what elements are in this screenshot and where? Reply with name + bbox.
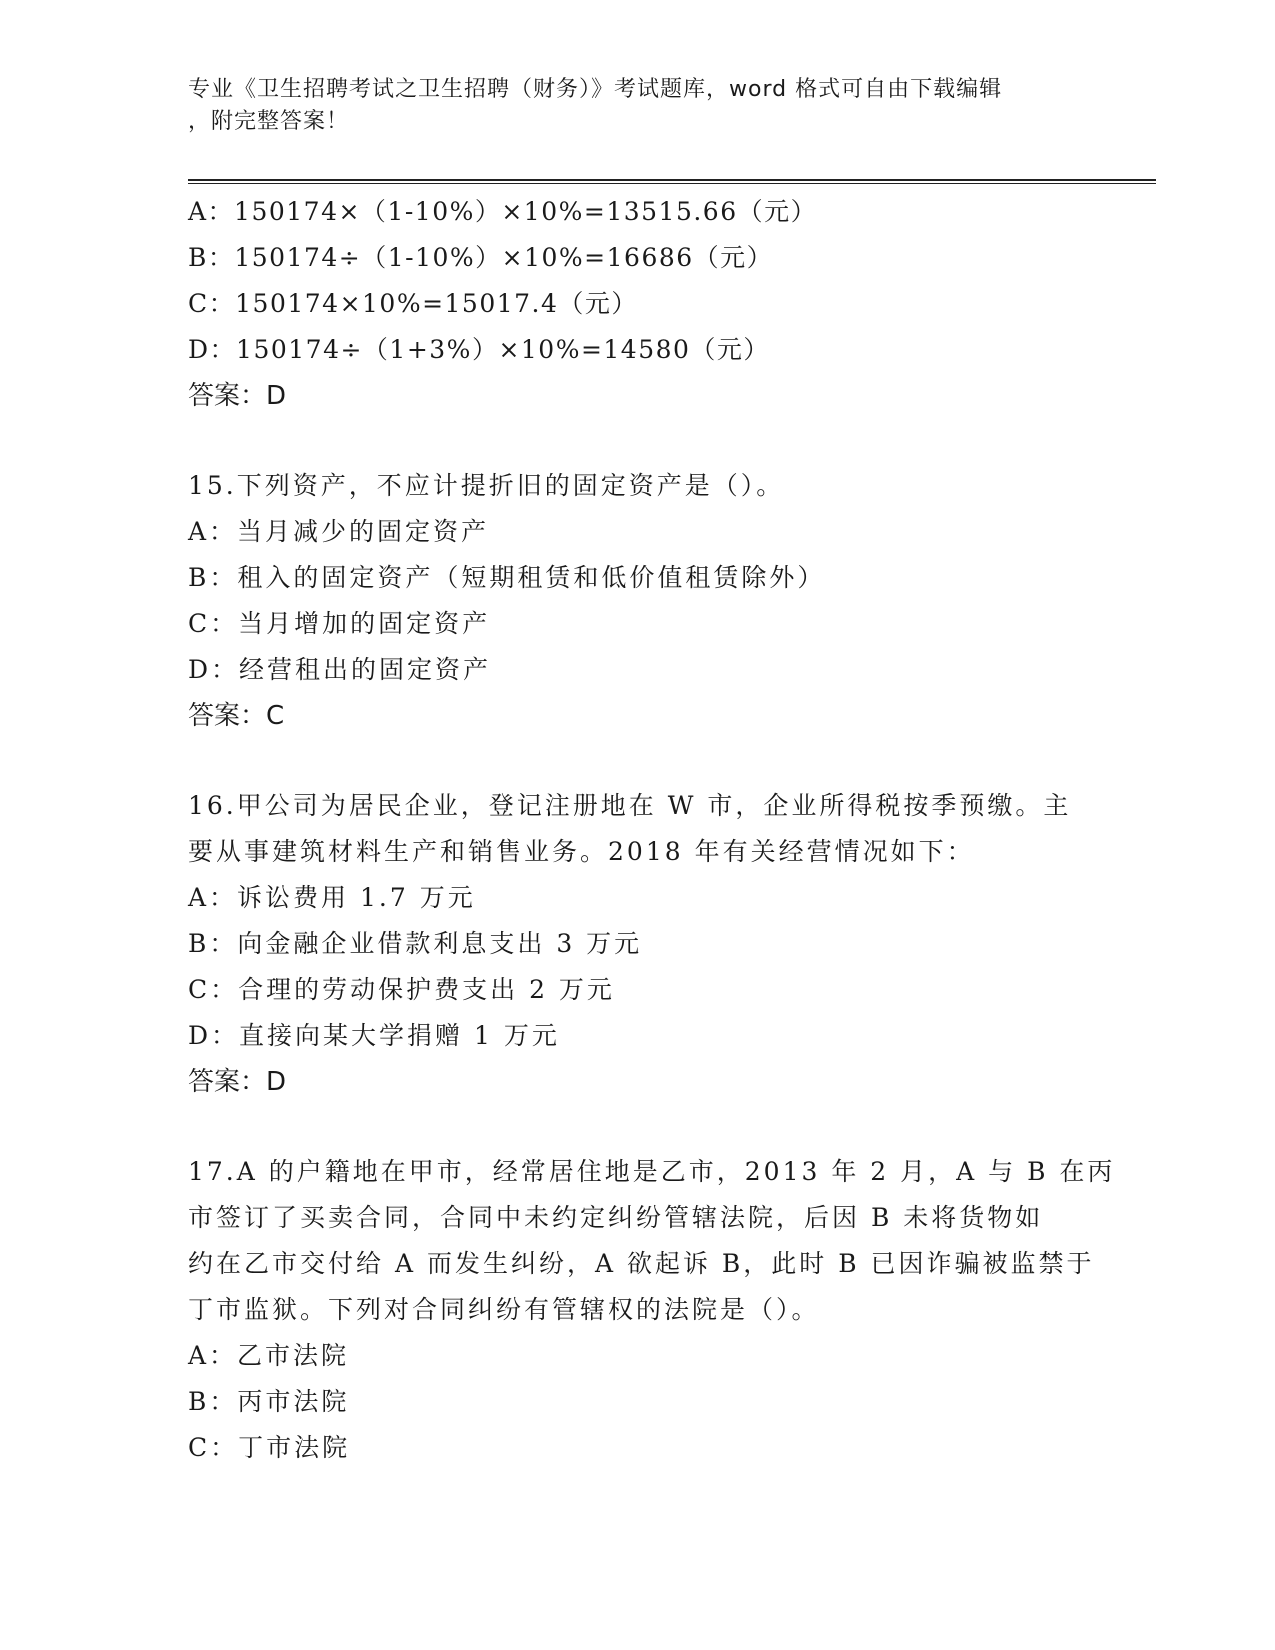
option-c: C：当月增加的固定资产 (188, 609, 491, 638)
header-line-2: ，附完整答案！ (188, 109, 350, 134)
document-header (188, 74, 1088, 138)
question-stem-line-2: 要从事建筑材料生产和销售业务。2018 年有关经营情况如下： (188, 837, 975, 866)
option-b: B：租入的固定资产（短期租赁和低价值租赁除外） (188, 563, 826, 592)
option-d: D：直接向某大学捐赠 1 万元 (188, 1021, 560, 1050)
question-stem-line-3: 约在乙市交付给 A 而发生纠纷，A 欲起诉 B，此时 B 已因诈骗被监禁于 (188, 1249, 1095, 1278)
option-b: B：向金融企业借款利息支出 3 万元 (188, 929, 643, 958)
option-b: B：150174÷（1-10%）×10%=16686（元） (188, 243, 774, 272)
question-stem-line-1: 17.A 的户籍地在甲市，经常居住地是乙市，2013 年 2 月，A 与 B 在丙 (188, 1157, 1116, 1186)
question-17 (188, 1149, 1116, 1471)
question-16 (188, 783, 1108, 1105)
question-stem: 15.下列资产，不应计提折旧的固定资产是（）。 (188, 471, 785, 500)
header-divider-thick (188, 179, 1156, 181)
header-divider-thin (188, 183, 1156, 184)
option-a: A：当月减少的固定资产 (188, 517, 490, 546)
answer: 答案：C (188, 701, 285, 731)
option-a: A：150174×（1-10%）×10%=13515.66（元） (188, 197, 818, 226)
option-a: A：诉讼费用 1.7 万元 (188, 883, 476, 912)
option-c: C：丁市法院 (188, 1433, 351, 1462)
header-line-1: 专业《卫生招聘考试之卫生招聘（财务）》考试题库，word 格式可自由下载编辑 (188, 77, 1003, 102)
option-d: D：150174÷（1+3%）×10%=14580（元） (188, 335, 770, 364)
question-stem-line-2: 市签订了买卖合同，合同中未约定纠纷管辖法院，后因 B 未将货物如 (188, 1203, 1044, 1232)
option-c: C：合理的劳动保护费支出 2 万元 (188, 975, 615, 1004)
question-list (188, 189, 1116, 1471)
option-c: C：150174×10%=15017.4（元） (188, 289, 638, 318)
option-b: B：丙市法院 (188, 1387, 350, 1416)
option-a: A：乙市法院 (188, 1341, 350, 1370)
answer: 答案：D (188, 1067, 287, 1097)
question-stem-line-1: 16.甲公司为居民企业，登记注册地在 W 市，企业所得税按季预缴。主 (188, 791, 1072, 820)
answer: 答案：D (188, 381, 287, 411)
option-d: D：经营租出的固定资产 (188, 655, 492, 684)
question-14 (188, 189, 1108, 419)
question-stem-line-4: 丁市监狱。下列对合同纠纷有管辖权的法院是（）。 (188, 1295, 820, 1324)
question-15 (188, 463, 1108, 739)
